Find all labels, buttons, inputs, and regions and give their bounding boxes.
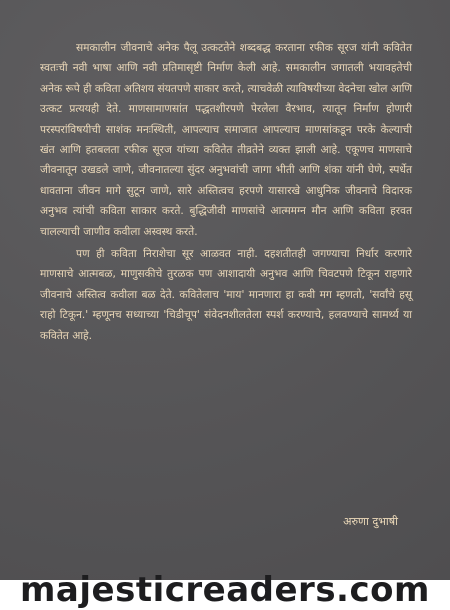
blurb-paragraph-1: समकालीन जीवनाचे अनेक पैलू उत्कटतेने शब्दबद्ध करताना रफीक सूरज यांनी कवितेत स्वतःची नवी भाषा आणि नवी प्रतिमासृष्टी निर्माण केली आहे. समकालीन जगातली भयावहतेची अनेक रूपे ही कविता अतिशय संयतपणे साकार करते, त्याचवेळी त्याविषयीच्या वेदनेचा खोल आणि उत्कट प्रत्ययही देते. माणसामाणसांत पद्धतशीरपणे पेरलेला वैरभाव, त्यातून निर्माण होणारी परस्परांविषयीची साशंक मनःस्थिती, आपल्याच समाजात आपल्याच माणसांकडून परके केल्याची खंत आणि हतबलता रफीक सूरज यांच्या कवितेत तीव्रतेने व्यक्त झाली आहे. एकूणच माणसाचे जीवनातून उखडले जाणे, जीवनातल्या सुंदर अनुभवांची जागा भीती आणि शंका यांनी घेणे, स्पर्धेत धावताना जीवन मागे सुटून जाणे, सारे अस्तित्वच हरपणे यासारखे आधुनिक जीवनाचे विदारक अनुभव त्यांची कविता साकार करते. बुद्धिजीवी माणसांचे आत्ममग्न मौन आणि कविता हरवत चालल्याची जाणीव कवीला अस्वस्थ करते.	[40, 42, 412, 238]
site-watermark: majesticreaders.com	[20, 570, 430, 610]
blurb-text	[40, 38, 412, 346]
author-signature: अरुणा दुभाषी	[343, 515, 398, 528]
blurb-paragraph-2: पण ही कविता निराशेचा सूर आळवत नाही. दहशतीतही जगण्याचा निर्धार करणारे माणसाचे आत्मबळ, माणुसकीचे तुरळक पण आशादायी अनुभव आणि चिवटपणे टिकून राहणारे जीवनाचे अस्तित्व कवीला बळ देते. कवितेलाच 'माय' मानणारा हा कवी मग म्हणतो, 'सर्वांचे हसू राहो टिकून.' म्हणूनच सध्याच्या 'चिडीचूप' संवेदनशीलतेला स्पर्श करण्याचे, हलवण्याचे सामर्थ्य या कवितेत आहे.	[40, 248, 412, 342]
